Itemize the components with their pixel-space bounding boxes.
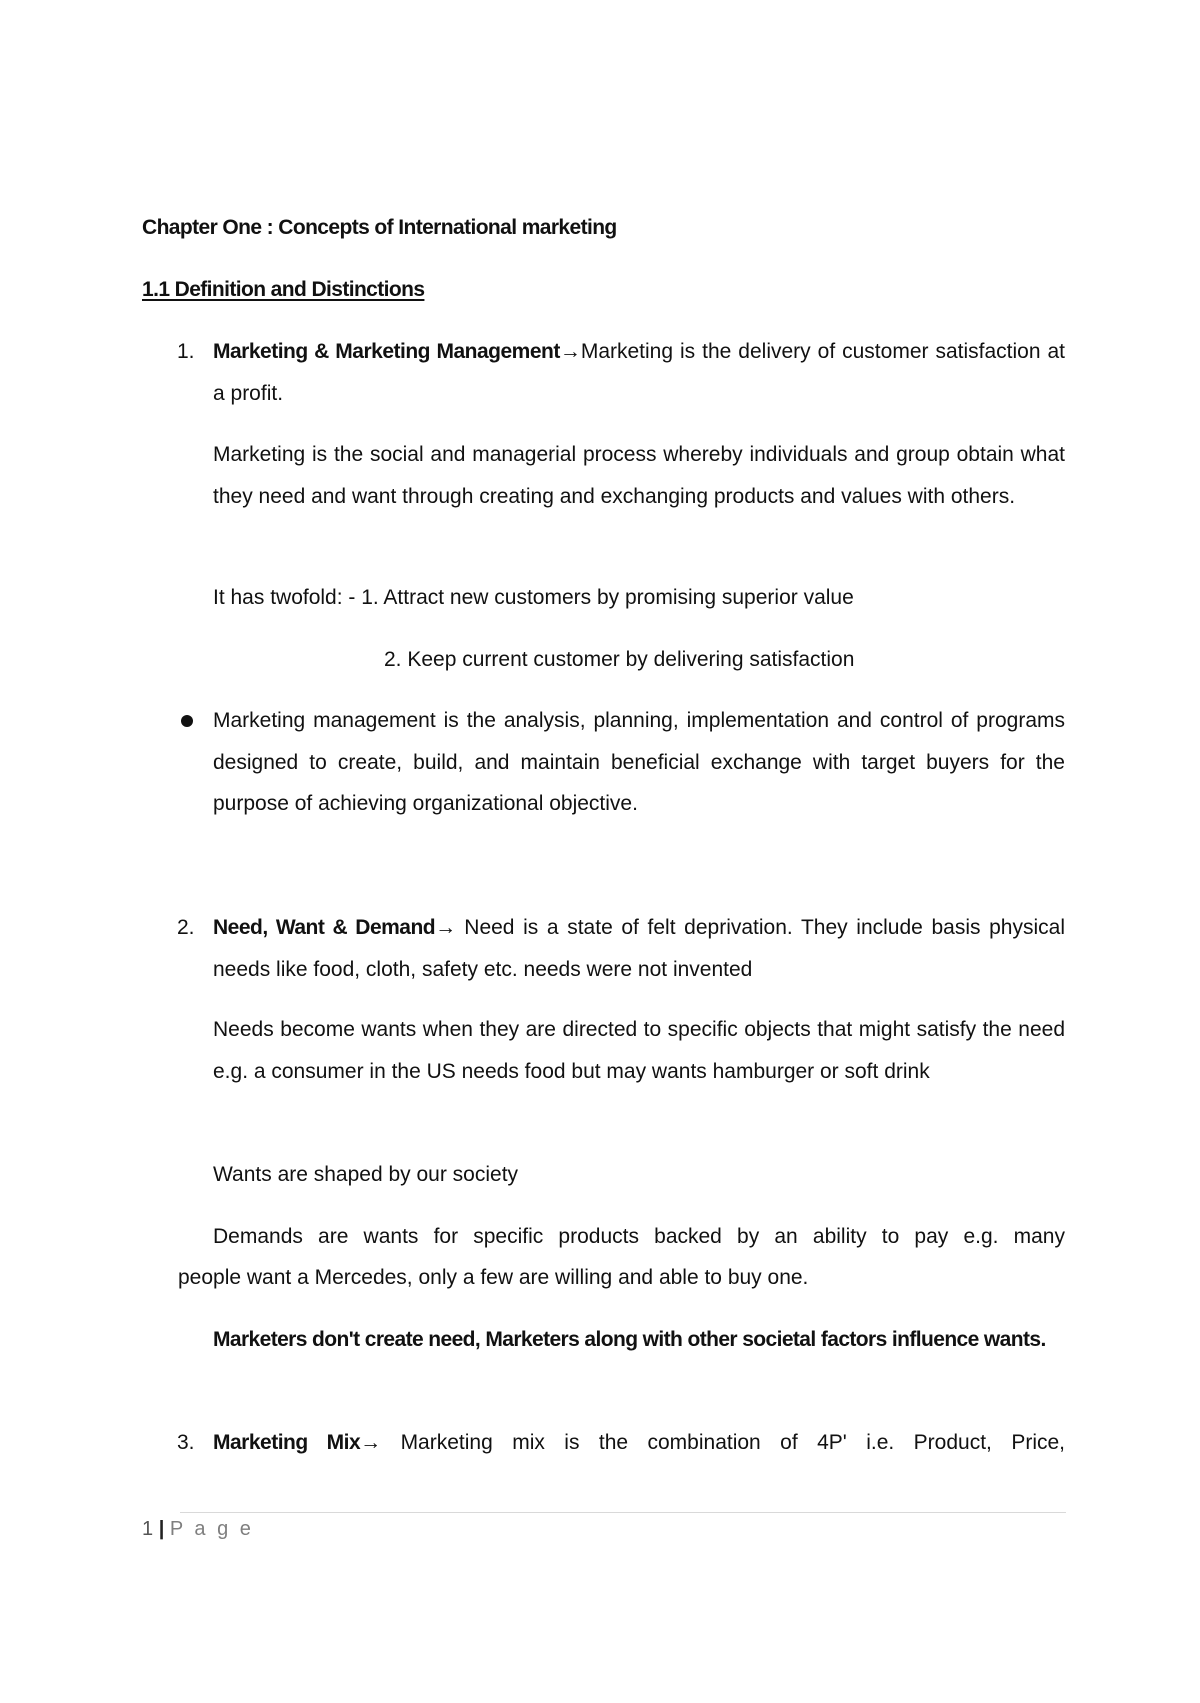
twofold-line-1: It has twofold: - 1. Attract new customers by promising superior value [213, 586, 854, 609]
section-title: 1.1 Definition and Distinctions [142, 278, 425, 301]
footer-separator: | [158, 1518, 165, 1540]
marketers-statement: Marketers don't create need, Marketers along with other societal factors influence wants. [213, 1328, 1046, 1351]
item-2-definition [213, 907, 1065, 990]
chapter-title: Chapter One : Concepts of International marketing [142, 216, 617, 239]
demands-paragraph-rest: people want a Mercedes, only a few are willing and able to buy one. [178, 1266, 809, 1289]
item-1-number: 1. [177, 340, 195, 363]
item-3-term: Marketing Mix [213, 1431, 361, 1454]
item-2-def-text: Need is a state of felt deprivation. They include basis physical needs like food, cloth, safety etc. needs were not invented [213, 916, 1066, 981]
item-2-number: 2. [177, 916, 195, 939]
item-2-term: Need, Want & Demand [213, 916, 436, 939]
wants-society-line: Wants are shaped by our society [213, 1163, 519, 1186]
arrow-icon: → [559, 340, 581, 363]
twofold-line-2: 2. Keep current customer by delivering satisfaction [384, 648, 855, 671]
item-1-paragraph: Marketing is the social and managerial process whereby individuals and group obtain what they need and want through creating and exchanging products and values with others. [213, 443, 1065, 508]
arrow-icon: → [360, 1431, 382, 1454]
item-3-definition [213, 1422, 1065, 1464]
item-1-def-text: Marketing is the delivery of customer satisfaction at a profit. [213, 340, 1066, 405]
marketing-management-bullet: Marketing management is the analysis, planning, implementation and control of programs designed to create, build, and maintain beneficial exchange with target buyers for the purpose of achieving organizational objective. [213, 709, 1065, 815]
demands-paragraph-first-line: Demands are wants for specific products backed by an ability to pay e.g. many [213, 1225, 1065, 1248]
needs-wants-paragraph: Needs become wants when they are directed to specific objects that might satisfy the need e.g. a consumer in the US needs food but may wants hamburger or soft drink [213, 1018, 1065, 1083]
item-3-def-text: Marketing mix is the combination of 4P' i.e. Product, Price, [400, 1431, 1065, 1454]
item-1-definition [213, 331, 1065, 414]
page-footer [142, 1515, 254, 1543]
item-1-term: Marketing & Marketing Management [213, 340, 560, 363]
page-number: 1 [142, 1518, 154, 1540]
arrow-icon: → [435, 916, 456, 939]
item-3-number: 3. [177, 1431, 195, 1454]
footer-rule [180, 1512, 1066, 1513]
bullet-dot-icon [181, 715, 193, 727]
page-label: P a g e [169, 1518, 254, 1540]
